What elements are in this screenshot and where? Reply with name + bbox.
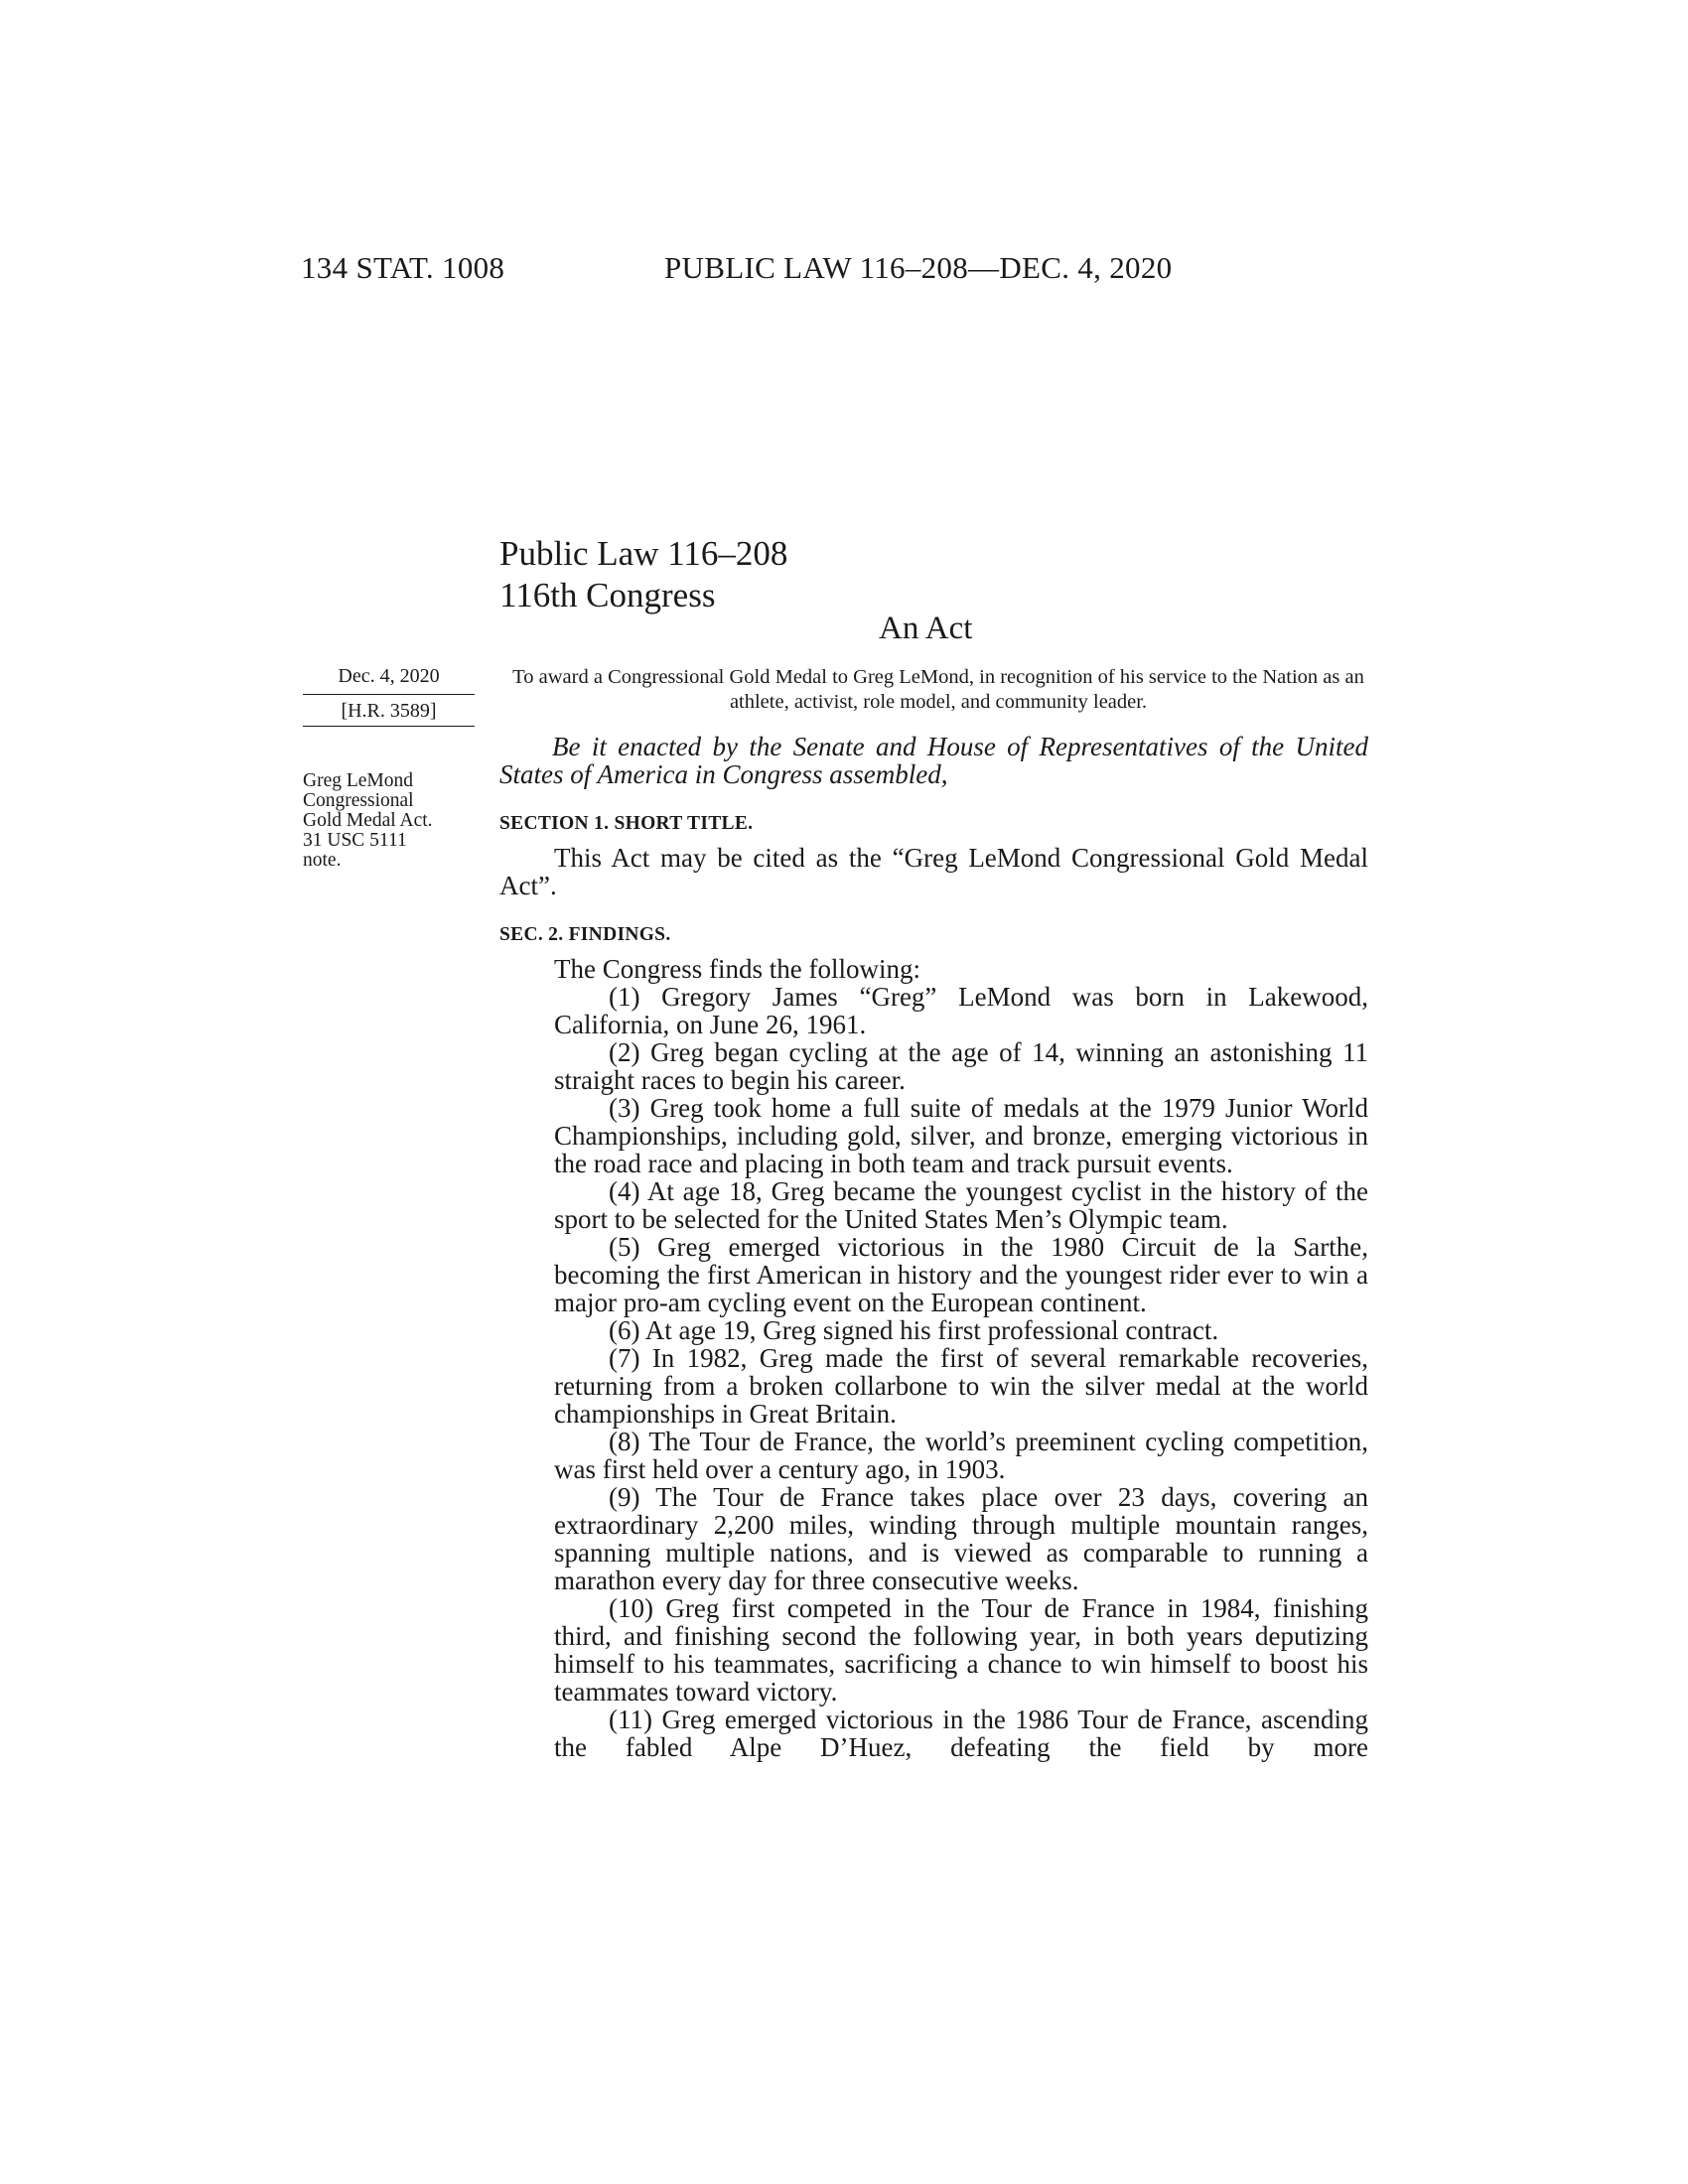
finding-item: (6) At age 19, Greg signed his first professional contract. — [609, 1315, 1219, 1345]
margin-date: Dec. 4, 2020 — [338, 665, 440, 687]
finding-item: (4) At age 18, Greg became the youngest cyclist in the history of the sport to be selected for the United States Men’s Olympic team. — [554, 1176, 1368, 1234]
margin-note-line: Congressional — [303, 790, 414, 811]
congress-number: 116th Congress — [499, 576, 716, 614]
finding-item: (7) In 1982, Greg made the first of several remarkable recoveries, returning from a broken collarbone to win the silver medal at the world championships in Great Britain. — [554, 1343, 1368, 1429]
section-heading: SECTION 1. SHORT TITLE. — [499, 813, 754, 834]
margin-divider-bottom — [303, 726, 475, 727]
finding-item: (1) Gregory James “Greg” LeMond was born in Lakewood, California, on June 26, 1961. — [554, 982, 1368, 1039]
section-text: This Act may be cited as the “Greg LeMond Congressional Gold Medal Act”. — [499, 843, 1368, 900]
section-heading: SEC. 2. FINDINGS. — [499, 924, 671, 945]
margin-note-line: 31 USC 5111 — [303, 830, 407, 851]
long-title: To award a Congressional Gold Medal to Greg LeMond, in recognition of his service to the Nation as an athlete, activist, role model, and community leader. — [512, 666, 1364, 713]
margin-note — [303, 771, 482, 871]
running-header: PUBLIC LAW 116–208—DEC. 4, 2020 — [664, 250, 1173, 285]
finding-item: (3) Greg took home a full suite of medals at the 1979 Junior World Championships, including gold, silver, and bronze, emerging victorious in the road race and placing in both team and track pursuit events. — [554, 1093, 1368, 1178]
margin-note-line: Gold Medal Act. — [303, 810, 433, 831]
finding-item: (8) The Tour de France, the world’s preeminent cycling competition, was first held over a century ago, in 1903. — [554, 1427, 1368, 1484]
stat-reference: 134 STAT. 1008 — [301, 250, 505, 285]
margin-bill-number: [H.R. 3589] — [341, 700, 437, 722]
findings-intro: The Congress finds the following: — [554, 954, 920, 984]
act-body — [499, 733, 1368, 1761]
margin-note-line: note. — [303, 850, 342, 871]
findings-list — [499, 955, 1368, 1761]
finding-item: (5) Greg emerged victorious in the 1980 Circuit de la Sarthe, becoming the first American in history and the youngest rider ever to win a major pro-am cycling event on the European continent. — [554, 1232, 1368, 1317]
finding-item: (10) Greg first competed in the Tour de France in 1984, finishing third, and finishing second the following year, in both years deputizing himself to his teammates, sacrificing a chance to win himself to boost his teammates toward victory. — [554, 1593, 1368, 1706]
law-caption — [499, 533, 787, 616]
enacting-clause: Be it enacted by the Senate and House of Representatives of the United States of America in Congress assembled, — [499, 732, 1368, 789]
finding-item: (9) The Tour de France takes place over 23 days, covering an extraordinary 2,200 miles, winding through multiple mountain ranges, spanning multiple nations, and is viewed as comparable to running a marathon every day for three consecutive weeks. — [554, 1482, 1368, 1595]
margin-note-line: Greg LeMond — [303, 770, 414, 791]
an-act-heading: An Act — [879, 611, 973, 646]
finding-item: (11) Greg emerged victorious in the 1986 Tour de France, ascending the fabled Alpe D’Huez, defeating the field by more — [554, 1705, 1368, 1762]
margin-divider — [303, 694, 475, 695]
public-law-number: Public Law 116–208 — [499, 534, 788, 573]
finding-item: (2) Greg began cycling at the age of 14, winning an astonishing 11 straight races to begin his career. — [554, 1037, 1368, 1095]
